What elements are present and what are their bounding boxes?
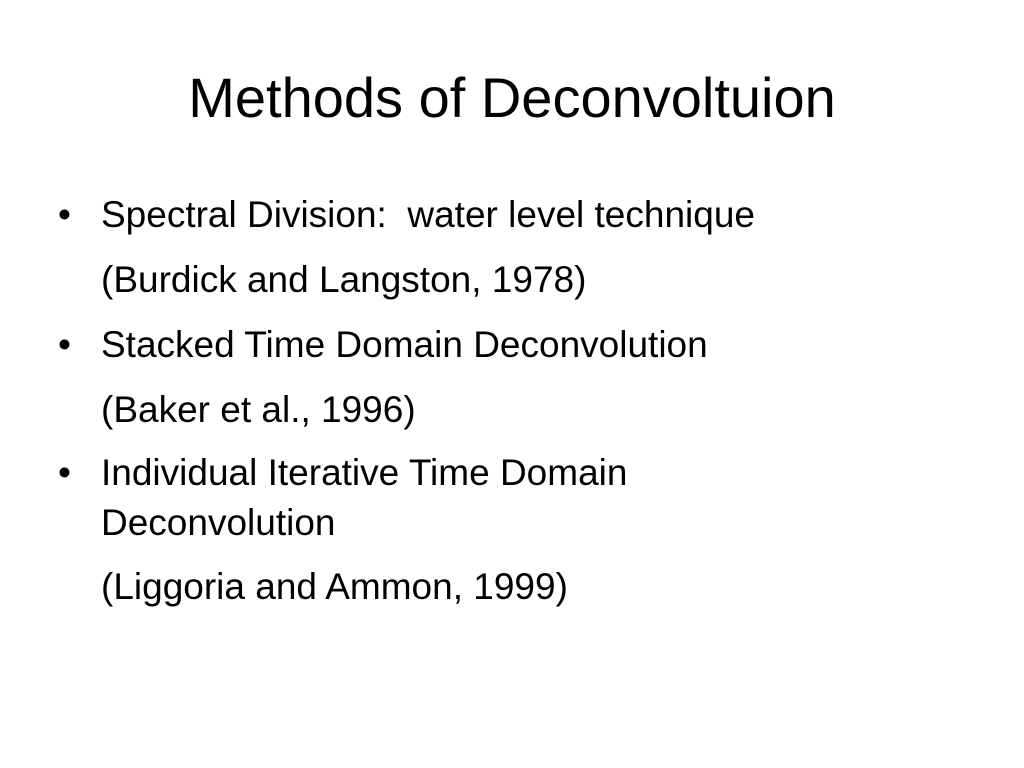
bullet-item-individual-iterative [56,448,976,548]
bullet-icon: • [58,194,71,235]
bullet-text: Spectral Division: water level technique [101,194,755,235]
bullet-text: Stacked Time Domain Deconvolution [101,324,708,365]
slide-title: Methods of Deconvoltuion [188,66,836,129]
bullet-text-continuation: Deconvolution [101,502,336,543]
citation-line-baker [56,383,976,437]
citation-text: (Baker et al., 1996) [101,389,416,430]
bullet-item-stacked-time-domain [56,318,976,372]
bullet-item-spectral-division [56,188,976,242]
bullet-text: Individual Iterative Time Domain [101,452,628,493]
bullet-icon: • [58,324,71,365]
citation-text: (Burdick and Langston, 1978) [101,259,587,300]
citation-line-liggoria-ammon [56,560,976,614]
citation-line-burdick-langston [56,253,976,307]
bullet-list [56,188,976,625]
citation-text: (Liggoria and Ammon, 1999) [101,566,568,607]
bullet-icon: • [58,452,71,493]
